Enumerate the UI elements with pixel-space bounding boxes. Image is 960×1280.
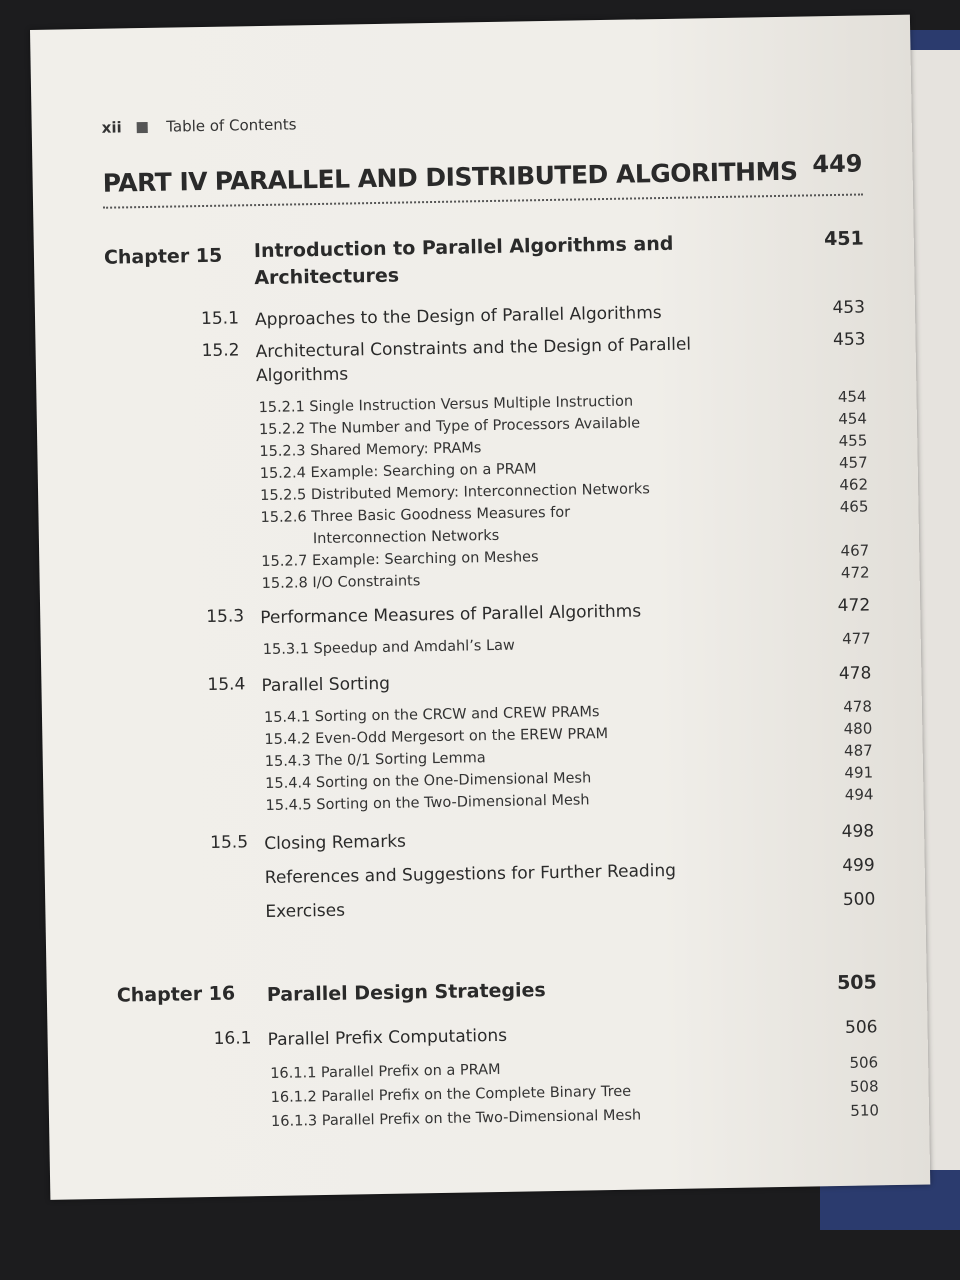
subsection-title: 15.2.3 Shared Memory: PRAMs <box>259 440 482 461</box>
subsection-page: 462 <box>839 475 869 494</box>
subsection-entry <box>111 629 871 659</box>
subsection-title: 15.2.5 Distributed Memory: Interconnection Networks <box>260 481 650 505</box>
subsection-title: 15.2.8 I/O Constraints <box>261 573 421 593</box>
chapter-title: Introduction to Parallel Algorithms and Architectures <box>253 232 674 290</box>
section-page: 453 <box>832 297 866 319</box>
subsection-entry <box>118 1053 879 1082</box>
subsection-page: 491 <box>844 763 874 782</box>
square-bullet-icon <box>136 122 147 133</box>
chapter-entry <box>103 227 864 290</box>
subsection-page: 454 <box>837 387 867 406</box>
subsection-title: 16.1.1 Parallel Prefix on a PRAM <box>270 1061 501 1082</box>
section-number: 15.1 <box>200 308 240 330</box>
section-number: 15.2 <box>201 340 240 362</box>
section-entry <box>114 821 875 855</box>
section-page: 500 <box>842 889 876 910</box>
section-page: 499 <box>842 855 875 876</box>
subsection-title: 15.4.4 Sorting on the One-Dimensional Mesh <box>265 770 592 793</box>
section-page: 472 <box>837 595 871 616</box>
section-entry <box>105 329 866 387</box>
toc-page <box>30 15 930 1200</box>
subsection-title: 15.4.3 The 0/1 Sorting Lemma <box>264 750 486 771</box>
subsection-page: 487 <box>843 741 873 760</box>
chapter-title: Parallel Design Strategies <box>266 979 546 1007</box>
section-title: References and Suggestions for Further Reading <box>264 860 677 889</box>
section-entry <box>117 1017 878 1051</box>
subsection-title: 15.2.7 Example: Searching on Meshes <box>261 549 539 571</box>
subsection-page: 510 <box>850 1101 880 1120</box>
section-title: Closing Remarks <box>264 831 407 855</box>
subsection-title: 15.2.6 Three Basic Goodness Measures for <box>260 504 571 527</box>
part-title: PARALLEL AND DISTRIBUTED ALGORITHMS <box>214 156 798 196</box>
part-heading <box>102 145 863 208</box>
subsection-page: 480 <box>843 719 873 738</box>
subsection-entry <box>106 387 867 417</box>
chapter-entry <box>116 971 877 1007</box>
section-title: Approaches to the Design of Parallel Algorithms <box>254 303 662 331</box>
section-title: Parallel Sorting <box>261 673 391 697</box>
subsection-entry <box>112 697 873 727</box>
section-entry <box>115 855 875 889</box>
section-title: Architectural Constraints and the Design of Parallel Algorithms <box>255 334 692 387</box>
subsection-page: 467 <box>840 541 870 560</box>
section-title: Exercises <box>265 900 346 923</box>
subsection-title: 15.3.1 Speedup and Amdahl’s Law <box>262 637 515 659</box>
page-number: xii <box>101 118 122 137</box>
section-page: 478 <box>838 663 872 684</box>
section-title: Parallel Prefix Computations <box>267 1025 508 1051</box>
chapter-page: 451 <box>823 227 864 251</box>
subsection-title-continued: Interconnection Networks <box>312 527 500 548</box>
subsection-title: 15.4.5 Sorting on the Two-Dimensional Mesh <box>265 792 590 815</box>
subsection-title: 16.1.3 Parallel Prefix on the Two-Dimensional Mesh <box>270 1107 642 1130</box>
chapter-label: Chapter 16 <box>116 982 236 1007</box>
subsection-page: 477 <box>841 629 871 648</box>
subsection-page: 508 <box>849 1077 879 1096</box>
section-number: 16.1 <box>213 1028 252 1049</box>
subsection-page: 465 <box>839 497 869 516</box>
subsection-page: 455 <box>838 431 868 450</box>
subsection-page: 454 <box>838 409 868 428</box>
chapter-label: Chapter 15 <box>103 244 223 269</box>
subsection-page: 494 <box>844 785 874 804</box>
subsection-title: 15.4.1 Sorting on the CRCW and CREW PRAMs <box>263 704 600 727</box>
running-head-text: Table of Contents <box>166 115 297 136</box>
section-page: 498 <box>841 821 875 842</box>
subsection-title: 15.2.4 Example: Searching on a PRAM <box>259 461 537 483</box>
section-title: Performance Measures of Parallel Algorithms <box>260 601 642 629</box>
running-head <box>102 115 297 136</box>
section-number: 15.5 <box>210 832 249 853</box>
section-entry <box>105 297 866 331</box>
subsection-page: 457 <box>838 453 868 472</box>
subsection-page: 472 <box>840 563 870 582</box>
subsection-title: 16.1.2 Parallel Prefix on the Complete Binary Tree <box>270 1083 632 1106</box>
section-page: 506 <box>844 1017 878 1038</box>
section-number: 15.4 <box>207 674 246 696</box>
section-page: 453 <box>832 329 866 351</box>
section-number: 15.3 <box>206 606 245 628</box>
subsection-title: 15.2.1 Single Instruction Versus Multiple Instruction <box>258 393 634 417</box>
subsection-title: 15.2.2 The Number and Type of Processors Available <box>258 415 641 439</box>
chapter-page: 505 <box>836 971 877 995</box>
subsection-page: 506 <box>849 1053 879 1072</box>
section-entry <box>115 889 876 923</box>
subsection-title: 15.4.2 Even-Odd Mergesort on the EREW PRAM <box>264 726 609 749</box>
section-entry <box>111 663 872 697</box>
part-label: PART IV <box>102 166 208 198</box>
section-entry <box>110 595 871 629</box>
subsection-page: 478 <box>843 697 873 716</box>
part-page: 449 <box>812 149 863 179</box>
